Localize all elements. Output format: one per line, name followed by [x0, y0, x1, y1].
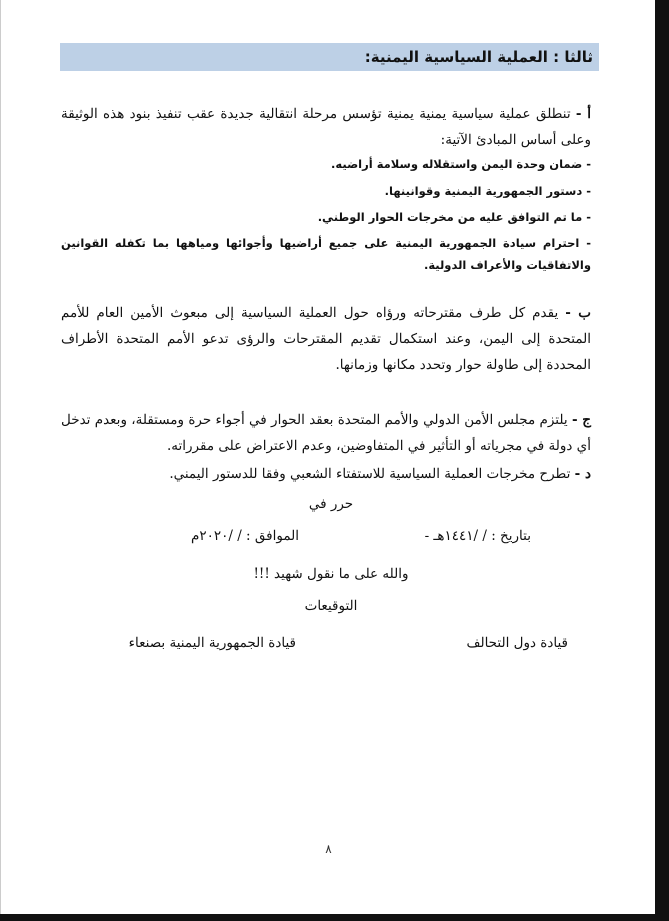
clause-b: [61, 300, 591, 378]
clause-a: [61, 101, 591, 153]
date-gregorian: الموافق : / /٢٠٢٠م: [191, 528, 299, 544]
principle-item: - احترام سيادة الجمهورية اليمنية على جميع أراضيها وأجوائها ومياهها بما تكفله القوانين والاتفاقيات والأعراف الدولية.: [61, 236, 591, 272]
clause-b-marker: ب -: [565, 305, 591, 321]
principle-item: - ما تم التوافق عليه من مخرجات الحوار الوطني.: [317, 210, 591, 224]
clause-b-text: يقدم كل طرف مقترحاته ورؤاه حول العملية السياسية إلى مبعوث الأمين العام للأمم المتحدة إلى اليمن، وعند استكمال تقديم المقترحات والرؤى تدعو الأمم المتحدة الأطراف المحددة إلى طاولة حوار وتحدد مكانها وزمانها.: [61, 305, 591, 373]
oath-line: والله على ما نقول شهيد !!!: [253, 566, 409, 582]
clause-c: [61, 407, 591, 459]
page-number: ٨: [325, 842, 332, 856]
principle-item: - دستور الجمهورية اليمنية وقوانينها.: [384, 184, 591, 198]
issued-in: حرر في: [308, 496, 354, 512]
clause-a-marker: أ -: [575, 106, 591, 122]
section-heading: ثالثا : العملية السياسية اليمنية:: [60, 43, 599, 71]
page-edge-shadow: [655, 0, 669, 921]
clause-d-marker: د -: [574, 466, 591, 482]
clause-d-text: تطرح مخرجات العملية السياسية للاستفتاء الشعبي وفقا للدستور اليمني.: [169, 466, 571, 482]
page-edge-bottom: [0, 914, 669, 921]
signature-party-coalition: قيادة دول التحالف: [466, 635, 568, 651]
signatures-label: التوقيعات: [304, 598, 358, 614]
date-hijri: بتاريخ : / /١٤٤١هـ -: [424, 528, 531, 544]
clause-a-text: تنطلق عملية سياسية يمنية يمنية تؤسس مرحلة انتقالية جديدة عقب تنفيذ بنود هذه الوثيقة وعلى أساس المبادئ الآتية:: [61, 106, 591, 148]
clause-c-marker: ج -: [571, 412, 591, 428]
principle-item: - ضمان وحدة اليمن واستقلاله وسلامة أراضيه.: [331, 157, 591, 171]
clause-c-text: يلتزم مجلس الأمن الدولي والأمم المتحدة بعقد الحوار في أجواء حرة ومستقلة، وبعدم تدخل أي دولة في مجرياته أو التأثير في المتفاوضين، وعدم الاعتراض على مقرراته.: [61, 412, 591, 454]
signature-party-yemen: قيادة الجمهورية اليمنية بصنعاء: [128, 635, 296, 651]
clause-d: [61, 461, 591, 487]
